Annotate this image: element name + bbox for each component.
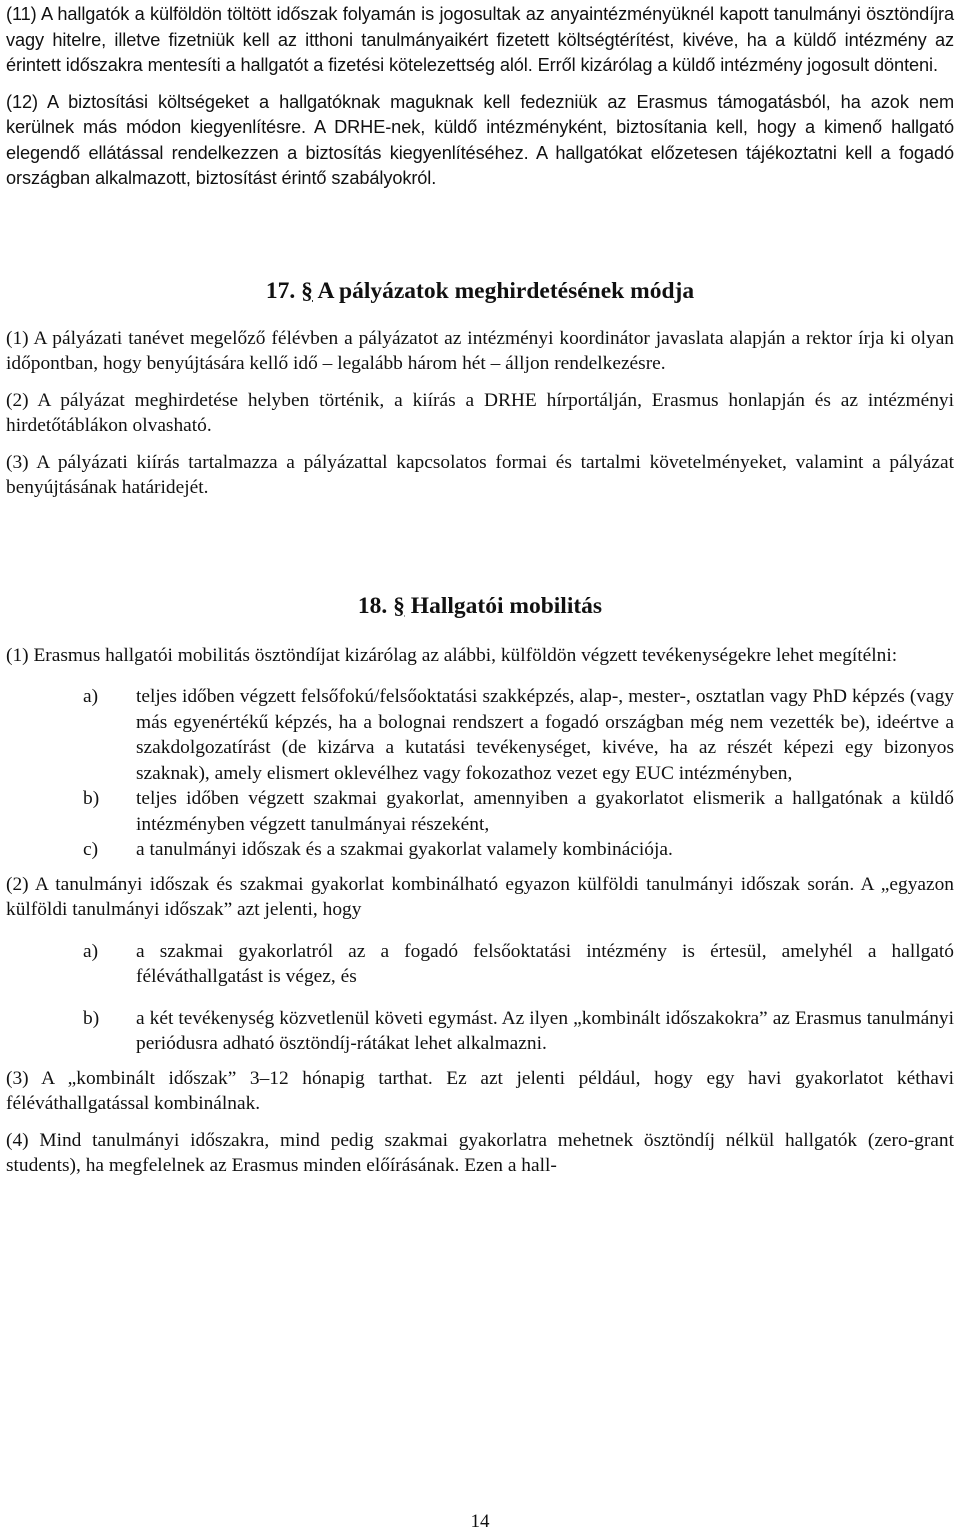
section-18-title: Hallgatói mobilitás [410, 592, 603, 619]
section-18-paragraph-3: (3) A „kombinált időszak” 3–12 hónapig tarthat. Ez azt jelenti például, hogy egy havi gyakorlatot kéthavi féléváthallgatással kombinálnak. [6, 1067, 954, 1114]
list-item-text: a két tevékenység közvetlenül követi egymást. Az ilyen „kombinált időszakokra” az Erasmus tanulmányi periódusra adható ösztöndíj-rátákat lehet alkalmazni. [136, 1007, 954, 1054]
section-17-paragraph-2: (2) A pályázat meghirdetése helyben történik, a kiírás a DRHE hírportálján, Erasmus honlapján és az intézményi hirdetőtáblákon olvasható. [6, 389, 954, 436]
list-item [6, 1006, 954, 1057]
list-item-label: c) [83, 839, 99, 860]
list-item-label: a) [83, 686, 99, 707]
list-item [6, 684, 954, 786]
section-17-number: 17. [265, 277, 296, 304]
combined-period-list [6, 939, 954, 1057]
list-item-label: b) [83, 1007, 100, 1029]
list-item-label: b) [83, 788, 100, 809]
list-item-text: teljes időben végzett szakmai gyakorlat, amennyiben a gyakorlatot elismerik a hallgatónak a küldő intézményben végzett tanulmányai részeként, [136, 788, 954, 835]
section-17-paragraph-1: (1) A pályázati tanévet megelőző félévben a pályázatot az intézményi koordinátor javaslata alapján a rektor írja ki olyan időpontban, hogy benyújtására kellő idő – legalább három hét – álljon rendelkezésre. [6, 327, 954, 374]
section-sign: § [301, 277, 313, 304]
paragraph-11: (11) A hallgatók a külföldön töltött időszak folyamán is jogosultak az anyaintézményüknél kapott tanulmányi ösztöndíjra vagy hitelre, illetve fizetniük kell az itthoni tanulmányaikért fizetett költségtérítést, kivéve, ha a küldő intézmény az érintett időszakra mentesíti a hallgatót a fizetési kötelezettség alól. Erről kizárólag a küldő intézmény jogosult dönteni. [6, 4, 954, 75]
page-number: 14 [470, 1511, 490, 1532]
list-item-label: a) [83, 940, 99, 962]
section-18-paragraph-1: (1) Erasmus hallgatói mobilitás ösztöndíjat kizárólag az alábbi, külföldön végzett tevékenységekre lehet megítélni: [6, 644, 898, 666]
list-item [6, 786, 954, 837]
section-17-paragraph-3: (3) A pályázati kiírás tartalmazza a pályázattal kapcsolatos formai és tartalmi követelményeket, valamint a pályázat benyújtásának határidejét. [6, 451, 954, 498]
section-sign: § [393, 592, 405, 619]
section-18-number: 18. [357, 592, 388, 619]
list-item [6, 837, 954, 863]
section-17-title: A pályázatok meghirdetésének módja [317, 277, 695, 304]
list-item-text: a szakmai gyakorlatról az a fogadó felsőoktatási intézmény is értesül, amelyhél a hallgató féléváthallgatást is végez, és [136, 940, 954, 987]
list-item-text: a tanulmányi időszak és a szakmai gyakorlat valamely kombinációja. [136, 839, 673, 860]
section-18-paragraph-4: (4) Mind tanulmányi időszakra, mind pedig szakmai gyakorlatra mehetnek ösztöndíj nélkül hallgatók (zero-grant students), ha megfelelnek az Erasmus minden előírásának. Ezen a hall- [6, 1129, 954, 1176]
section-18-paragraph-2: (2) A tanulmányi időszak és szakmai gyakorlat kombinálható egyazon külföldi tanulmányi időszak során. A „egyazon külföldi tanulmányi időszak” azt jelenti, hogy [6, 873, 954, 920]
document-page [6, 0, 954, 1190]
list-item-text: teljes időben végzett felsőfokú/felsőoktatási szakképzés, alap-, mester-, osztatlan vagy PhD képzés (vagy más egyenértékű képzés, ha a bolognai rendszert a fogadó országban még nem vezették be), ideértve a szakdolgozatírást (de kizárva a kutatási tevékenységet, kivéve, ha az részét képezi egy bizonyos szaknak), amely elismert oklevélhez vagy fokozathoz vezet egy EUC intézményben, [136, 686, 954, 784]
paragraph-12: (12) A biztosítási költségeket a hallgatóknak maguknak kell fedezniük az Erasmus támogatásból, ha azok nem kerülnek más módon kiegyenlítésre. A DRHE-nek, küldő intézményként, biztosítania kell, hogy a kimenő hallgató elegendő ellátással rendelkezzen a biztosítás kiegyenlítéséhez. A hallgatókat előzetesen tájékoztatni kell a fogadó országban alkalmazott, biztosítást érintő szabályokról. [6, 91, 954, 188]
list-item [6, 939, 954, 990]
activity-list [6, 684, 954, 863]
section-18-heading [6, 591, 954, 621]
section-17-heading [6, 276, 954, 306]
